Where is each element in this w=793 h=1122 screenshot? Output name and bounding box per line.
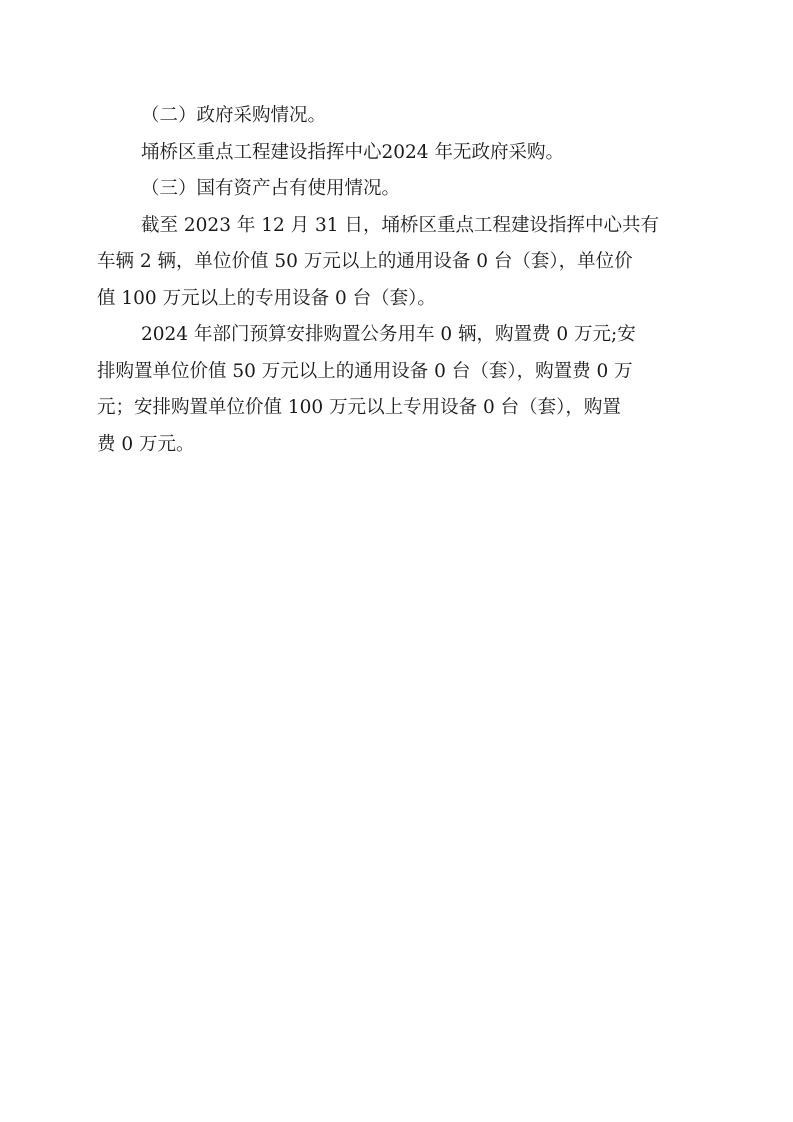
document-body: [97, 98, 697, 463]
budget-paragraph-line-2: 排购置单位价值 50 万元以上的通用设备 0 台（套），购置费 0 万: [97, 360, 633, 382]
assets-paragraph-line-1: 截至 2023 年 12 月 31 日，埇桥区重点工程建设指挥中心共有: [141, 214, 659, 236]
section-2-heading: （二）政府采购情况。: [141, 105, 327, 126]
budget-paragraph-line-3: 元；安排购置单位价值 100 万元以上专用设备 0 台（套），购置: [97, 397, 621, 418]
assets-paragraph-line-3: 值 100 万元以上的专用设备 0 台（套）。: [97, 287, 436, 309]
section-2-body: 埇桥区重点工程建设指挥中心2024 年无政府采购。: [141, 141, 564, 163]
section-3-heading: （三）国有资产占有使用情况。: [141, 178, 401, 199]
assets-paragraph-line-2: 车辆 2 辆，单位价值 50 万元以上的通用设备 0 台（套），单位价: [97, 251, 633, 272]
budget-paragraph-line-1: 2024 年部门预算安排购置公务用车 0 辆，购置费 0 万元;安: [141, 324, 636, 345]
budget-paragraph-line-4: 费 0 万元。: [97, 433, 195, 455]
